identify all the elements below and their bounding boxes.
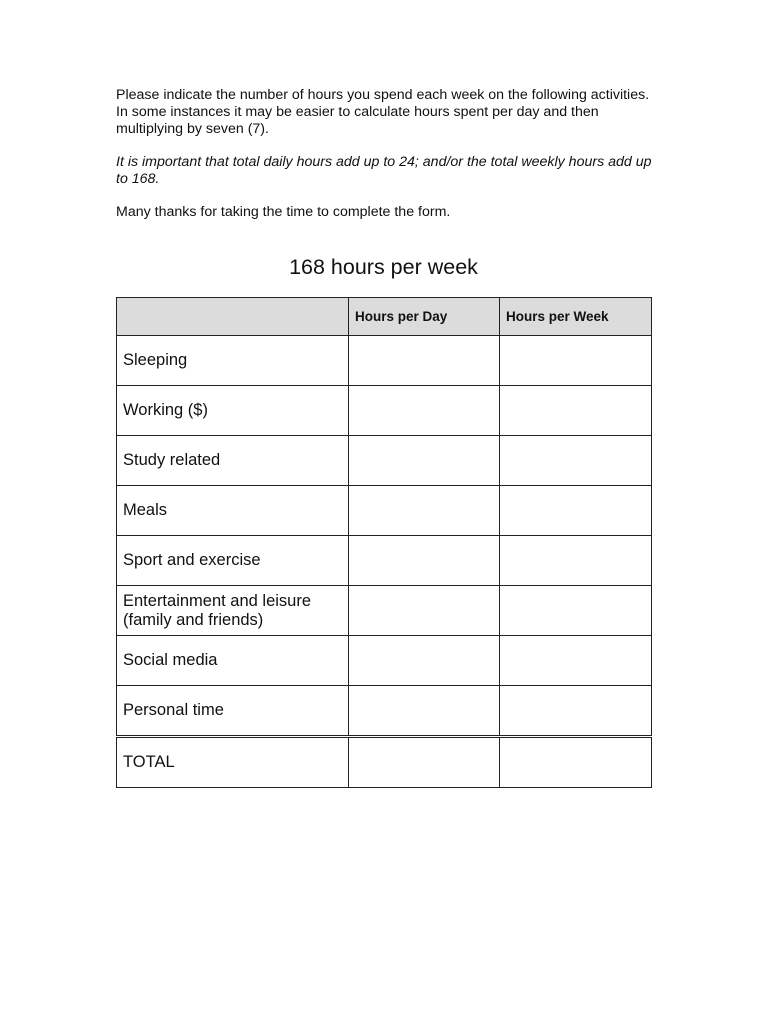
activity-label: Entertainment and leisure (family and friends)	[117, 586, 349, 636]
hours-per-day-cell[interactable]	[349, 436, 500, 486]
hours-per-week-cell[interactable]	[500, 436, 652, 486]
table-row	[117, 636, 652, 686]
hours-per-week-cell[interactable]	[500, 686, 652, 737]
table-header-row	[117, 298, 652, 336]
hours-per-day-cell[interactable]	[349, 636, 500, 686]
instructions-paragraph-1: Please indicate the number of hours you spend each week on the following activities. In some instances it may be easier to calculate hours spent per day and then multiplying by seven (7).	[116, 87, 650, 137]
activity-label: Study related	[117, 436, 349, 486]
hours-per-day-cell[interactable]	[349, 536, 500, 586]
hours-per-week-cell[interactable]	[500, 536, 652, 586]
header-hours-per-week: Hours per Week	[500, 298, 652, 336]
table-row	[117, 436, 652, 486]
instructions-paragraph-2: It is important that total daily hours add up to 24; and/or the total weekly hours add up to 168.	[116, 154, 652, 187]
hours-per-day-cell[interactable]	[349, 686, 500, 737]
activity-label: Sport and exercise	[117, 536, 349, 586]
activity-label: Personal time	[117, 686, 349, 737]
activity-label: Social media	[117, 636, 349, 686]
activity-label: Working ($)	[117, 386, 349, 436]
hours-per-week-cell[interactable]	[500, 386, 652, 436]
table-row	[117, 686, 652, 737]
hours-table	[116, 297, 652, 788]
hours-per-week-cell[interactable]	[500, 636, 652, 686]
total-hours-per-day-cell[interactable]	[349, 737, 500, 788]
instructions-paragraph-3: Many thanks for taking the time to complete the form.	[116, 204, 451, 220]
table-row	[117, 536, 652, 586]
total-row	[117, 737, 652, 788]
table-row	[117, 486, 652, 536]
table-row	[117, 586, 652, 636]
activity-label: Sleeping	[117, 336, 349, 386]
hours-per-week-cell[interactable]	[500, 336, 652, 386]
hours-per-day-cell[interactable]	[349, 336, 500, 386]
header-activity	[117, 298, 349, 336]
hours-per-day-cell[interactable]	[349, 386, 500, 436]
table-row	[117, 386, 652, 436]
instructions	[116, 87, 656, 221]
total-hours-per-week-cell[interactable]	[500, 737, 652, 788]
hours-per-day-cell[interactable]	[349, 486, 500, 536]
total-label: TOTAL	[117, 737, 349, 788]
table-row	[117, 336, 652, 386]
header-hours-per-day: Hours per Day	[349, 298, 500, 336]
hours-per-day-cell[interactable]	[349, 586, 500, 636]
activity-label: Meals	[117, 486, 349, 536]
hours-per-week-cell[interactable]	[500, 586, 652, 636]
hours-per-week-cell[interactable]	[500, 486, 652, 536]
form-title: 168 hours per week	[289, 255, 478, 279]
